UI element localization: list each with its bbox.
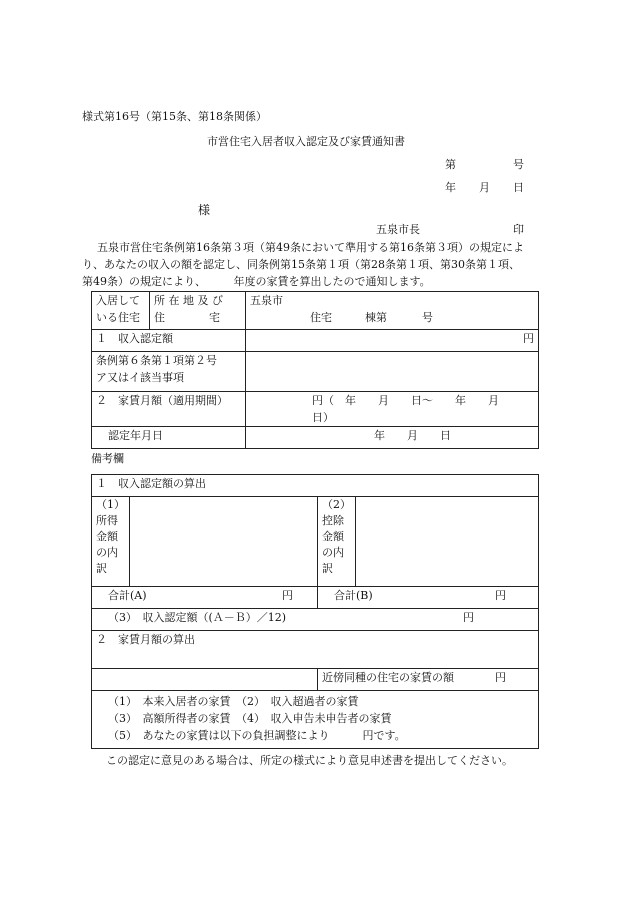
date-year: 年	[445, 181, 456, 194]
income-calc-label: （3） 収入認定額（(Ａ－Ｂ）／12)	[108, 611, 287, 624]
nearby-rent-row	[92, 669, 539, 691]
rent-item-2: （3） 高額所得者の家賃 （4） 収入申告未申告者の家賃	[108, 712, 392, 725]
residence-row	[92, 292, 539, 330]
total-b-label: 合計(B)	[334, 589, 373, 602]
income-calc-row	[92, 609, 539, 631]
section2-header-row	[92, 631, 539, 669]
income-rent-table	[91, 291, 539, 449]
total-b-cell	[318, 587, 539, 609]
rent-items-cell	[92, 691, 539, 749]
section1-header-row	[92, 475, 539, 497]
ordinance-row	[92, 352, 539, 392]
remarks-title: 備考欄	[91, 452, 124, 465]
number-prefix: 第	[445, 158, 456, 171]
income-calc-cell	[92, 609, 539, 631]
ordinance-value[interactable]	[246, 352, 539, 392]
nearby-rent-label: 近傍同種の住宅の家賃の額	[322, 671, 454, 684]
income-calc-unit: 円	[463, 611, 474, 624]
resident-label: 入居して いる住宅	[92, 292, 150, 330]
room-number-label: 号	[422, 311, 433, 324]
cert-date-row	[92, 427, 539, 449]
ordinance-label: 条例第６条第１項第２号 ア又はイ該当事項	[92, 352, 246, 392]
remarks-table	[91, 474, 539, 749]
form-number: 様式第16号（第15条、第18条関係）	[82, 110, 267, 123]
intro-line-3: 第49条）の規定により、 年度の家賃を算出したので通知します。	[82, 275, 431, 288]
intro-line-2: り、あなたの収入の額を認定し、同条例第15条第１項（第28条第１項、第30条第１項、	[82, 258, 520, 271]
nearby-rent-unit: 円	[495, 671, 506, 684]
footer-note: この認定に意見のある場合は、所定の様式により意見申述書を提出してください。	[106, 754, 513, 767]
rent-items-row	[92, 691, 539, 749]
breakdown-row	[92, 497, 539, 587]
totals-row	[92, 587, 539, 609]
income-row	[92, 330, 539, 352]
deduction-breakdown-label: （2） 控除 金額 の内 訳	[318, 497, 356, 587]
date-day: 日	[513, 181, 524, 194]
location-value[interactable]	[246, 292, 539, 330]
seal-mark: 印	[513, 223, 524, 236]
addressee-suffix: 様	[198, 203, 211, 217]
number-suffix: 号	[513, 158, 524, 171]
city-name: 五泉市	[250, 294, 283, 307]
deduction-breakdown-value[interactable]	[356, 497, 539, 587]
rent-item-3: （5） あなたの家賃は以下の負担調整により 円です。	[108, 729, 406, 742]
nearby-rent-cell	[318, 669, 539, 691]
rent-row	[92, 392, 539, 427]
rent-item-1: （1） 本来入居者の家賃 （2） 収入超過者の家賃	[108, 695, 359, 708]
date-month: 月	[479, 181, 490, 194]
issuer-name: 五泉市長	[376, 223, 420, 236]
location-label: 所 在 地 及 び 住 宅	[150, 292, 246, 330]
section2-title: ２ 家賃月額の算出	[92, 631, 539, 669]
total-a-label: 合計(A)	[108, 589, 147, 602]
building-label: 棟第	[365, 311, 387, 324]
total-b-unit: 円	[495, 589, 506, 602]
document-title: 市営住宅入居者収入認定及び家賃通知書	[207, 135, 405, 148]
income-breakdown-value[interactable]	[130, 497, 318, 587]
rent-value: 円（ 年 月 日～ 年 月 日）	[246, 392, 539, 427]
income-label: １ 収入認定額	[92, 330, 246, 352]
cert-date-label: 認定年月日	[92, 427, 246, 449]
housing-suffix: 住宅	[310, 311, 332, 324]
rent-label: ２ 家賃月額（適用期間）	[92, 392, 246, 427]
income-breakdown-label: （1） 所得 金額 の内 訳	[92, 497, 130, 587]
intro-line-1: 五泉市営住宅条例第16条第３項（第49条において準用する第16条第３項）の規定によ	[97, 241, 524, 254]
section1-title: １ 収入認定額の算出	[92, 475, 539, 497]
total-a-unit: 円	[282, 589, 293, 602]
income-unit: 円	[246, 330, 539, 352]
total-a-cell	[92, 587, 318, 609]
nearby-rent-blank[interactable]	[92, 669, 318, 691]
cert-date-value: 年 月 日	[246, 427, 539, 449]
